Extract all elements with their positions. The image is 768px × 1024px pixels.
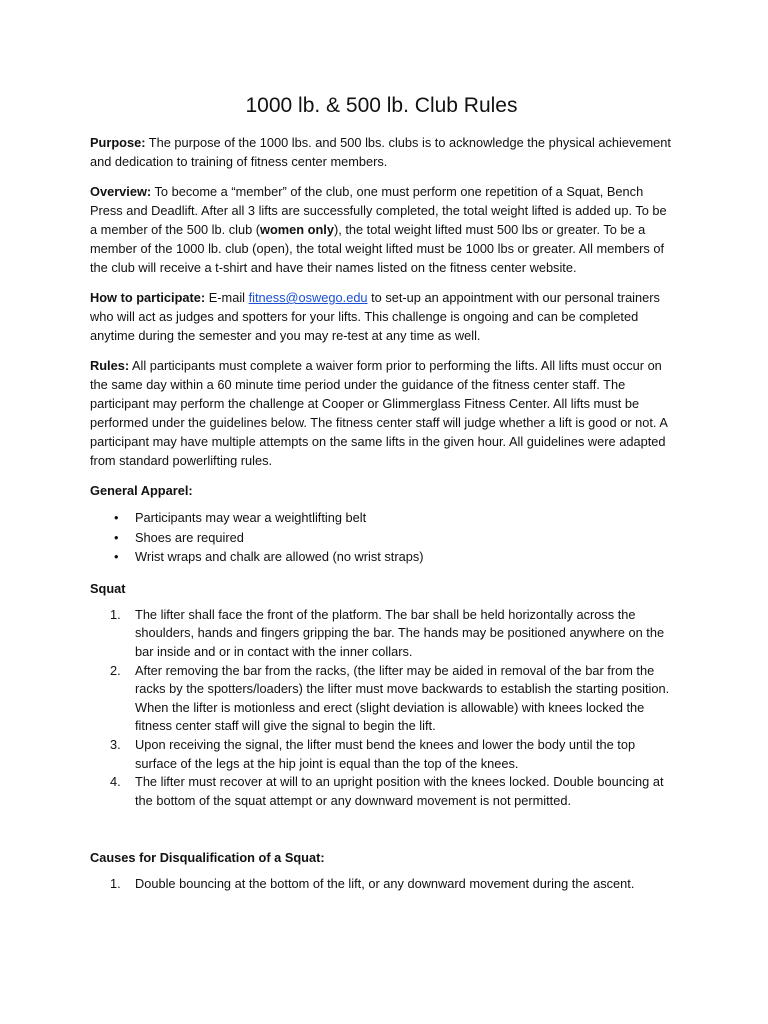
participate-label: How to participate:	[90, 290, 206, 305]
purpose-label: Purpose:	[90, 135, 146, 150]
participate-paragraph	[90, 288, 673, 345]
list-item	[90, 508, 673, 528]
item-number: 1.	[110, 606, 121, 622]
list-item-text: The lifter shall face the front of the platform. The bar shall be held horizontally across the shoulders, hands and fingers gripping the bar. The hands may be positioned anywhere on the bar inside and or in contact with the inner collars.	[135, 606, 665, 659]
rules-paragraph	[90, 356, 673, 470]
list-item-text: After removing the bar from the racks, (the lifter may be aided in removal of the bar from the racks by the spotters/loaders) the lifter must move backwards to establish the starting position. When the lifter is motionless and erect (slight deviation is allowable) with knees locked the fitness center staff will give the signal to begin the lift.	[135, 662, 670, 734]
list-item-text: Shoes are required	[135, 529, 244, 545]
list-item-text: Participants may wear a weightlifting belt	[135, 510, 367, 525]
bullet-icon: •	[114, 529, 119, 545]
overview-emphasis: women only	[260, 222, 334, 237]
rules-text: All participants must complete a waiver form prior to performing the lifts. All lifts must occur on the same day within a 60 minute time period under the guidance of the fitness center staff. The participant may perform the challenge at Cooper or Glimmerglass Fitness Center. All lifts must be performed under the guidelines below. The fitness center staff will judge whether a lift is good or not. A participant may have multiple attempts on the same lifts in the given hour. All guidelines were adapted from standard powerlifting rules.	[90, 358, 668, 468]
list-item-text: Wrist wraps and chalk are allowed (no wrist straps)	[135, 549, 424, 565]
participate-text-1: E-mail	[205, 290, 249, 305]
overview-text-1: To become a “member” of the club, one must perform one repetition of a Squat, Bench Press and Deadlift. After all 3 lifts are successfully completed, the total weight lifted is added up. To be a member of the 500 lb. club (	[90, 184, 667, 237]
squat-list	[90, 606, 673, 811]
list-item	[90, 547, 673, 567]
list-item	[90, 773, 673, 810]
list-item	[90, 875, 673, 894]
disqualification-list	[90, 875, 673, 894]
overview-paragraph	[90, 182, 673, 277]
overview-text-2: ), the total weight lifted must 500 lbs or greater. To be a member of the 1000 lb. club (open), the total weight lifted must be 1000 lbs or greater. All members of the club will receive a t-shirt and have their names listed on the fitness center website.	[90, 222, 665, 275]
bullet-icon: •	[114, 510, 119, 525]
purpose-paragraph	[90, 133, 673, 171]
bullet-icon: •	[114, 549, 119, 565]
spacer	[90, 822, 673, 848]
item-number: 3.	[110, 736, 121, 752]
page-title: 1000 lb. & 500 lb. Club Rules	[245, 94, 518, 117]
rules-label: Rules:	[90, 358, 130, 373]
participate-text-2: to set-up an appointment with our personal trainers who will act as judges and spotters for your lifts. This challenge is ongoing and can be completed anytime during the semester and you may re-test at any time as well.	[90, 290, 660, 343]
squat-heading: Squat	[90, 580, 126, 596]
list-item-text: Double bouncing at the bottom of the lift, or any downward movement during the ascent.	[135, 876, 635, 892]
item-number: 2.	[110, 662, 121, 678]
overview-label: Overview:	[90, 184, 152, 199]
item-number: 1.	[110, 876, 121, 892]
email-link[interactable]: fitness@oswego.edu	[248, 290, 368, 305]
purpose-text: The purpose of the 1000 lbs. and 500 lbs. clubs is to acknowledge the physical achievement and dedication to training of fitness center members.	[90, 135, 671, 169]
list-item-text: Upon receiving the signal, the lifter must bend the knees and lower the body until the top surface of the legs at the hip joint is equal than the top of the knees.	[135, 736, 636, 771]
apparel-heading: General Apparel:	[90, 483, 193, 498]
disqualification-heading: Causes for Disqualification of a Squat:	[90, 850, 325, 866]
list-item	[90, 662, 673, 736]
apparel-list	[90, 508, 673, 567]
list-item-text: The lifter must recover at will to an upright position with the knees locked. Double bouncing at the bottom of the squat attempt or any downward movement is not permitted.	[135, 774, 664, 808]
list-item	[90, 528, 673, 548]
list-item	[90, 736, 673, 773]
item-number: 4.	[110, 774, 121, 790]
list-item	[90, 606, 673, 662]
